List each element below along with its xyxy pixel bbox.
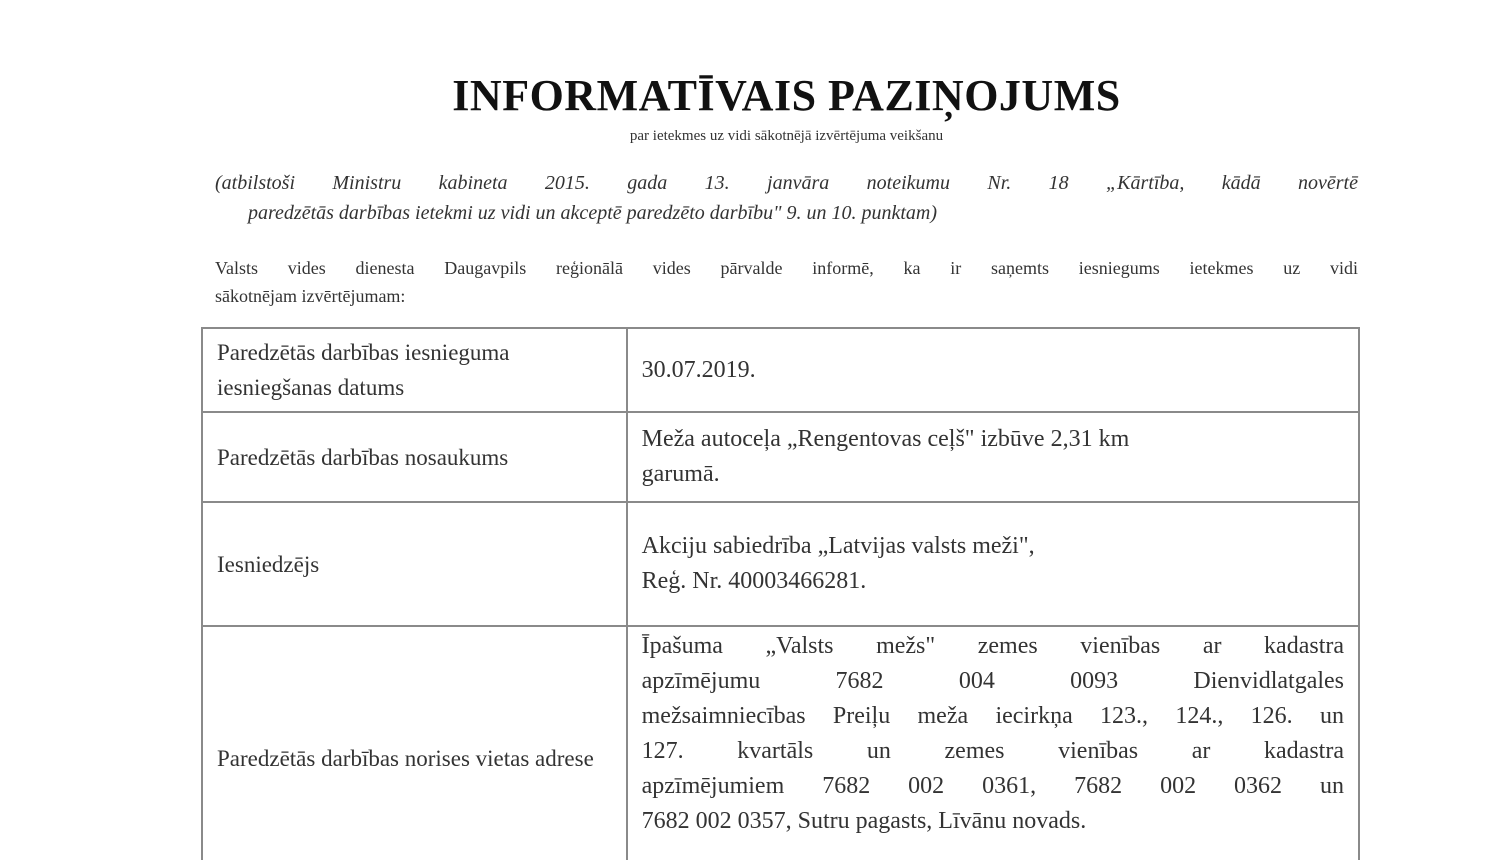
intro-paragraph [215, 254, 1358, 310]
row-label-activity-name: Paredzētās darbības nosaukums [202, 412, 627, 502]
legal-reference-line-1: (atbilstoši Ministru kabineta 2015. gada 13. janvāra noteikumu Nr. 18 „Kārtība, kādā novērtē [215, 172, 1358, 194]
table-row [202, 502, 1359, 626]
value-line: 127. kvartāls un zemes vienības ar kadastra [641, 738, 1344, 764]
document-title: INFORMATĪVAIS PAZIŅOJUMS [452, 71, 1121, 120]
value-line: apzīmējumiem 7682 002 0361, 7682 002 0362 un [641, 773, 1344, 799]
table-row [202, 328, 1359, 412]
value-line: Meža autoceļa „Rengentovas ceļš" izbūve 2,31 km [641, 426, 1130, 452]
row-value-submission-date [627, 328, 1359, 412]
table-row [202, 412, 1359, 502]
value-line: Reģ. Nr. 40003466281. [641, 568, 867, 594]
legal-reference-line-2: paredzētās darbības ietekmi uz vidi un akceptē paredzēto darbību" 9. un 10. punktam) [248, 202, 938, 224]
document-subtitle: par ietekmes uz vidi sākotnējā izvērtējuma veikšanu [629, 128, 944, 144]
row-value-location-address [627, 626, 1359, 860]
value-line: Īpašuma „Valsts mežs" zemes vienības ar kadastra [641, 633, 1344, 659]
value-line: Akciju sabiedrība „Latvijas valsts meži", [641, 533, 1035, 559]
value-line: apzīmējumu 7682 004 0093 Dienvidlatgales [641, 668, 1344, 694]
intro-line-2: sākotnējam izvērtējumam: [215, 286, 406, 306]
row-label-submission-date: Paredzētās darbības iesnieguma iesniegšanas datums [202, 328, 627, 412]
legal-reference [215, 168, 1358, 228]
intro-line-1: Valsts vides dienesta Daugavpils reģionālā vides pārvalde informē, ka ir saņemts iesniegums ietekmes uz vidi [215, 258, 1358, 278]
value-line: garumā. [641, 461, 720, 487]
row-value-activity-name [627, 412, 1359, 502]
info-table [201, 327, 1360, 860]
row-value-applicant [627, 502, 1359, 626]
value-line: mežsaimniecības Preiļu meža iecirkņa 123., 124., 126. un [641, 703, 1344, 729]
table-row [202, 626, 1359, 860]
row-label-location-address: Paredzētās darbības norises vietas adrese [202, 626, 627, 860]
row-label-applicant: Iesniedzējs [202, 502, 627, 626]
value-line: 30.07.2019. [641, 356, 756, 383]
value-line: 7682 002 0357, Sutru pagasts, Līvānu novads. [641, 808, 1087, 834]
